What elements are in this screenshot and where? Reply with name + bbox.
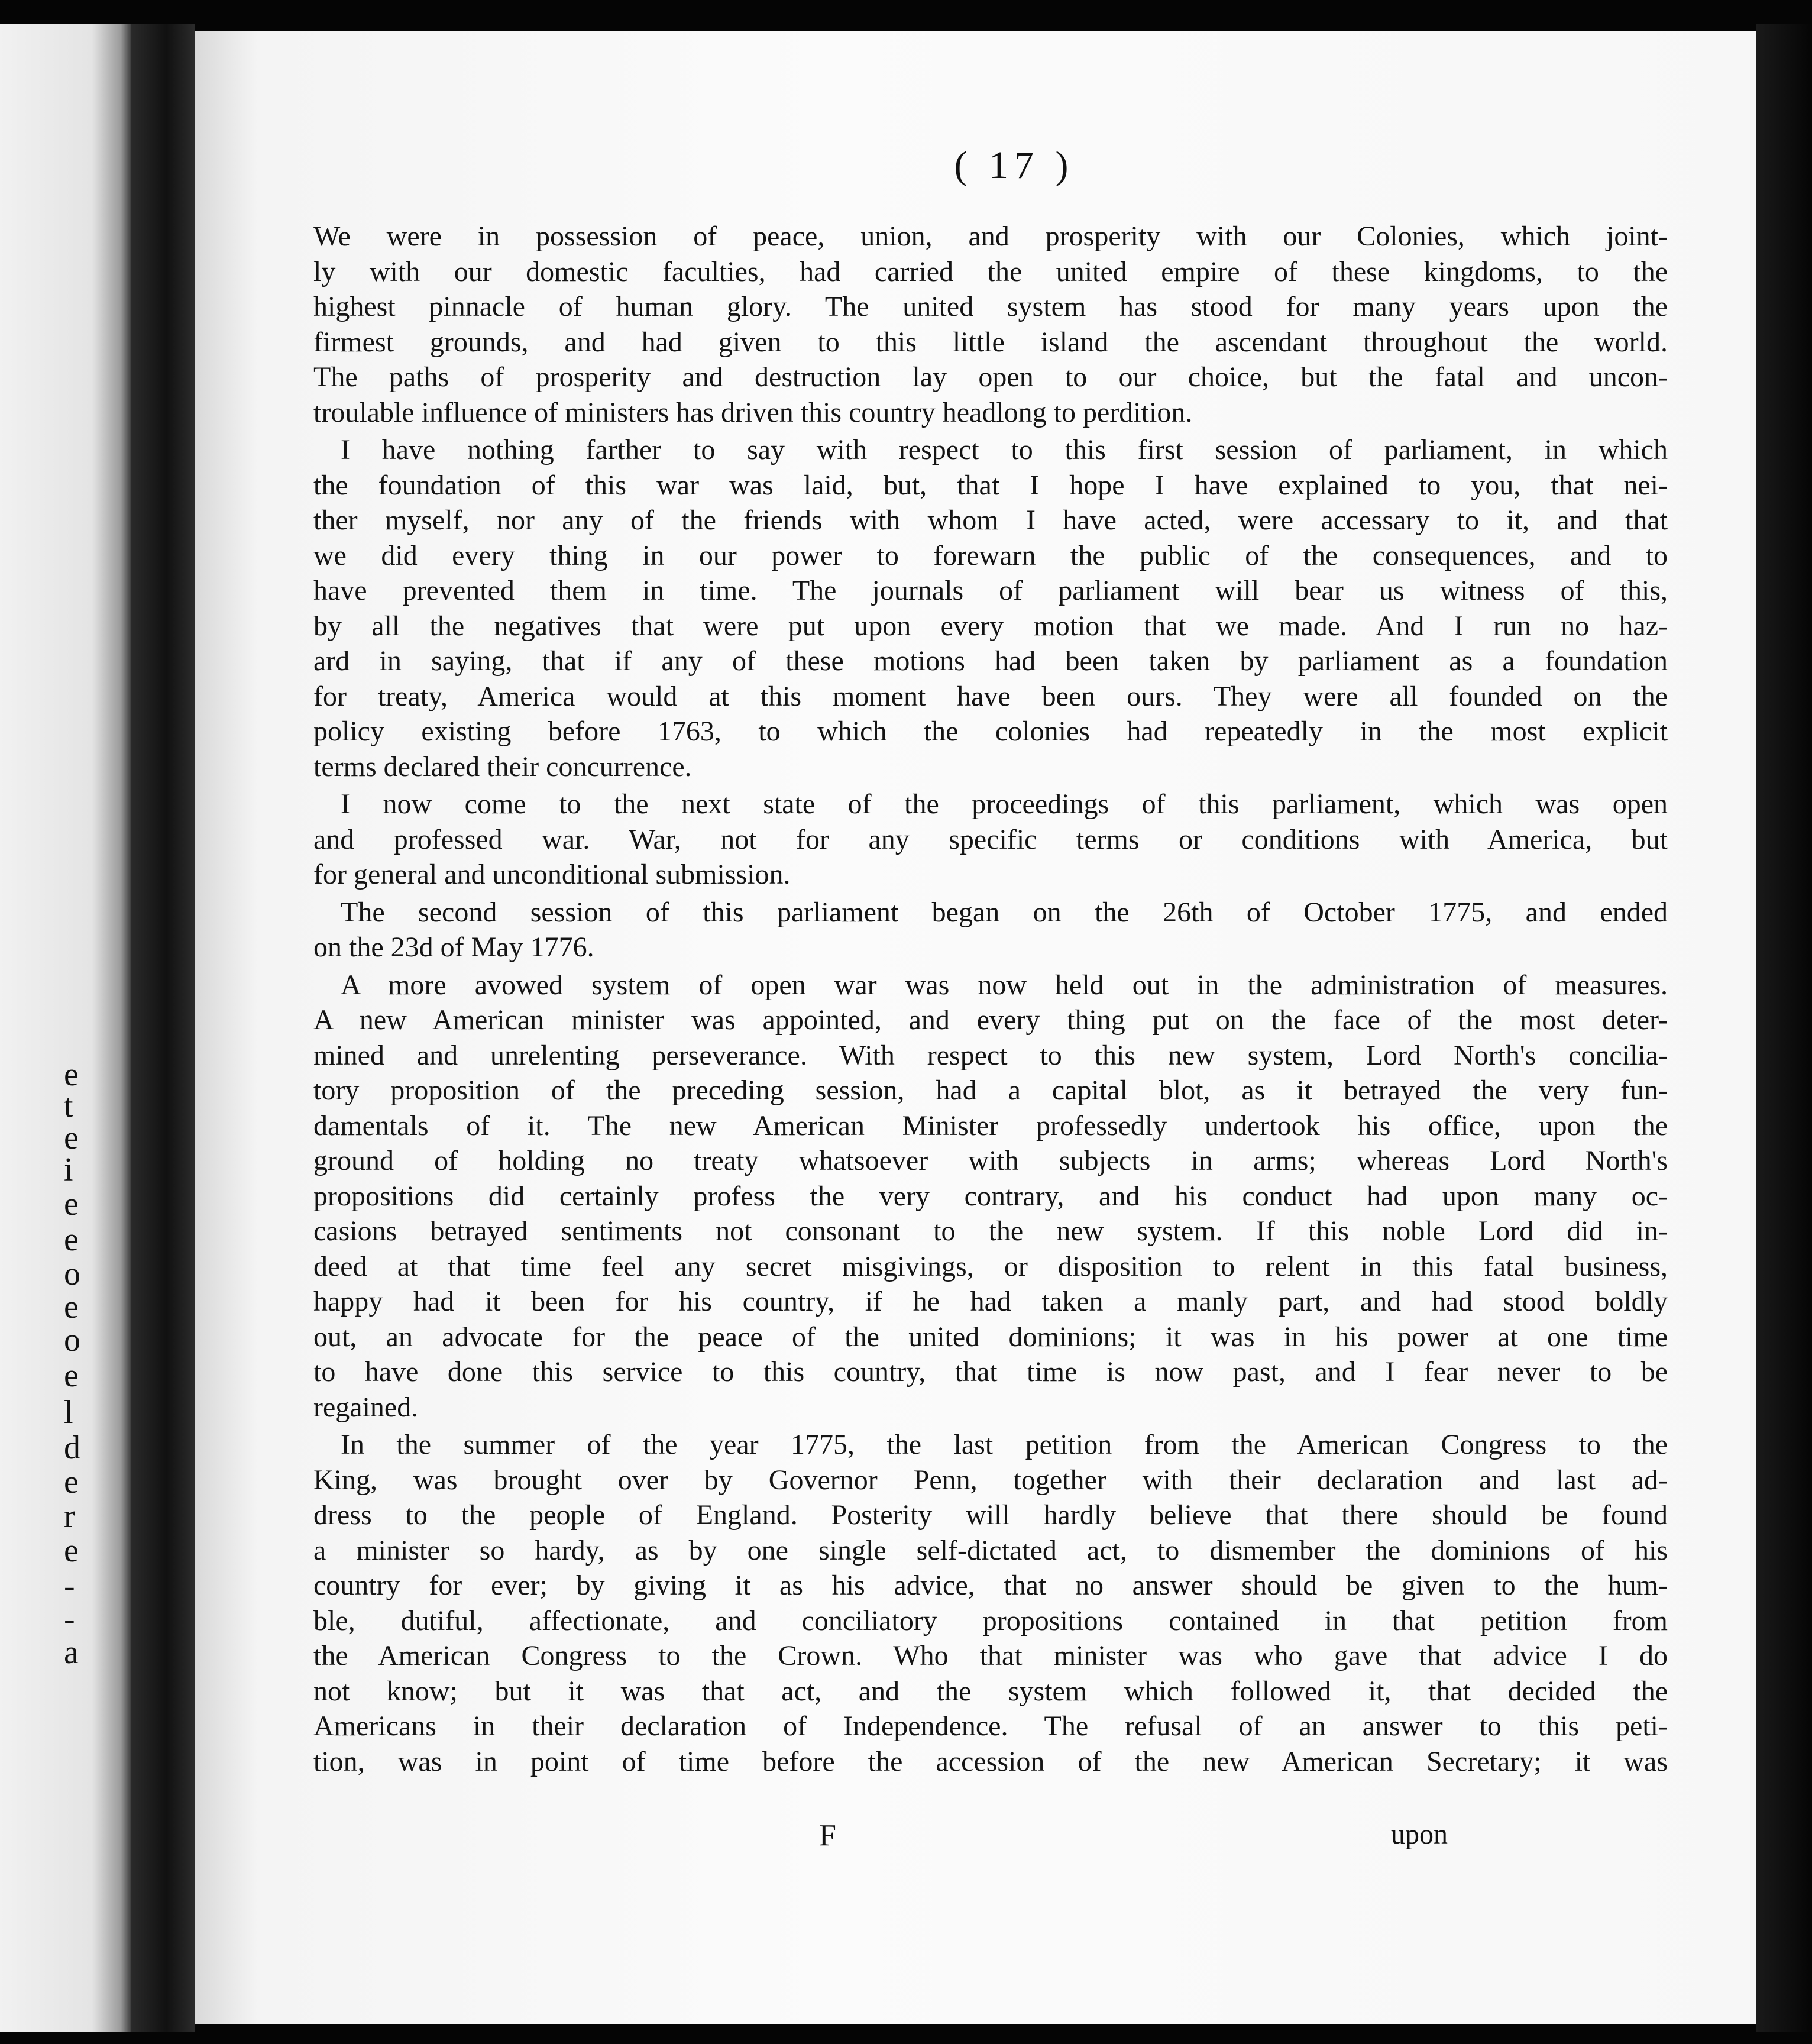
text-line: We were in possession of peace, union, and prosperity with our Colonies, which joint- bbox=[313, 221, 1668, 252]
text-line: tion, was in point of time before the accession of the new American Secretary; it was bbox=[313, 1745, 1668, 1777]
text-line: I have nothing farther to say with respect to this first session of parliament, in which bbox=[341, 434, 1668, 465]
facing-page-fragment: o bbox=[64, 1322, 80, 1359]
text-line: highest pinnacle of human glory. The united system has stood for many years upon the bbox=[313, 291, 1668, 322]
text-line: on the 23d of May 1776. bbox=[313, 932, 594, 963]
signature-mark: F bbox=[819, 1819, 836, 1852]
book-gutter bbox=[131, 24, 195, 2032]
text-line: dress to the people of England. Posterity will hardly believe that there should be found bbox=[313, 1499, 1668, 1531]
text-line: ground of holding no treaty whatsoever with subjects in arms; whereas Lord North's bbox=[313, 1145, 1668, 1176]
facing-page bbox=[0, 24, 131, 2032]
facing-page-fragment: e bbox=[64, 1120, 79, 1156]
text-line: the American Congress to the Crown. Who that minister was who gave that advice I do bbox=[313, 1640, 1668, 1671]
facing-page-fragment: - bbox=[64, 1568, 75, 1605]
text-line: regained. bbox=[313, 1391, 419, 1423]
text-line: In the summer of the year 1775, the last petition from the American Congress to the bbox=[341, 1429, 1668, 1460]
scan-right-edge bbox=[1756, 24, 1812, 2032]
text-line: damentals of it. The new American Minister professedly undertook his office, upon the bbox=[313, 1110, 1668, 1141]
paragraph bbox=[313, 968, 1668, 1425]
text-line: have prevented them in time. The journals of parliament will bear us witness of this, bbox=[313, 575, 1668, 606]
facing-page-fragment: a bbox=[64, 1634, 79, 1671]
paragraph bbox=[313, 219, 1668, 430]
text-line: tory proposition of the preceding session, had a capital blot, as it betrayed the very fun- bbox=[313, 1075, 1668, 1106]
facing-page-fragment: e bbox=[64, 1289, 79, 1325]
facing-page-fragment: - bbox=[64, 1601, 75, 1638]
text-line: A new American minister was appointed, and every thing put on the face of the most deter- bbox=[313, 1004, 1668, 1036]
page-number: ( 17 ) bbox=[954, 144, 1075, 187]
text-line: firmest grounds, and had given to this little island the ascendant throughout the world. bbox=[313, 326, 1668, 358]
facing-page-fragment: t bbox=[64, 1088, 73, 1124]
facing-page-fragment: i bbox=[64, 1152, 73, 1188]
paragraph bbox=[313, 787, 1668, 892]
text-line: the foundation of this war was laid, but, that I hope I have explained to you, that nei- bbox=[313, 469, 1668, 501]
catchword: upon bbox=[1391, 1819, 1448, 1850]
text-line: happy had it been for his country, if he had taken a manly part, and had stood boldly bbox=[313, 1286, 1668, 1317]
text-line: not know; but it was that act, and the system which followed it, that decided the bbox=[313, 1675, 1668, 1707]
text-line: deed at that time feel any secret misgivings, or disposition to relent in this fatal business, bbox=[313, 1250, 1668, 1282]
facing-page-fragment: l bbox=[64, 1394, 73, 1431]
paragraph bbox=[313, 1427, 1668, 1779]
text-line: mined and unrelenting perseverance. With respect to this new system, Lord North's concilia- bbox=[313, 1039, 1668, 1071]
facing-page-fragment: e bbox=[64, 1532, 79, 1569]
facing-page-fragment: d bbox=[64, 1429, 80, 1466]
text-line: ard in saying, that if any of these motions had been taken by parliament as a foundation bbox=[313, 645, 1668, 677]
text-line: by all the negatives that were put upon every motion that we made. And I run no haz- bbox=[313, 610, 1668, 642]
text-line: out, an advocate for the peace of the united dominions; it was in his power at one time bbox=[313, 1321, 1668, 1353]
text-line: for treaty, America would at this moment have been ours. They were all founded on the bbox=[313, 680, 1668, 712]
text-line: The paths of prosperity and destruction lay open to our choice, but the fatal and uncon- bbox=[313, 361, 1668, 393]
paragraph bbox=[313, 895, 1668, 965]
facing-page-fragment: e bbox=[64, 1056, 79, 1093]
text-line: to have done this service to this country, that time is now past, and I fear never to be bbox=[313, 1356, 1668, 1388]
text-line: Americans in their declaration of Independence. The refusal of an answer to this peti- bbox=[313, 1710, 1668, 1742]
facing-page-fragment: e bbox=[64, 1357, 79, 1394]
facing-page-fragment: e bbox=[64, 1221, 79, 1258]
text-line: casions betrayed sentiments not consonant to the new system. If this noble Lord did in- bbox=[313, 1215, 1668, 1247]
text-line: for general and unconditional submission. bbox=[313, 859, 791, 890]
paragraph bbox=[313, 432, 1668, 784]
paragraph-gap bbox=[313, 1779, 1668, 1781]
text-line: country for ever; by giving it as his advice, that no answer should be given to the hum- bbox=[313, 1570, 1668, 1601]
facing-page-fragment: o bbox=[64, 1256, 80, 1292]
text-line: propositions did certainly profess the very contrary, and his conduct had upon many oc- bbox=[313, 1180, 1668, 1212]
facing-page-fragment: r bbox=[64, 1498, 75, 1535]
text-line: A more avowed system of open war was now held out in the administration of measures. bbox=[341, 969, 1668, 1001]
text-line: ble, dutiful, affectionate, and conciliatory propositions contained in that petition from bbox=[313, 1605, 1668, 1637]
text-line: we did every thing in our power to forewarn the public of the consequences, and to bbox=[313, 539, 1668, 571]
facing-page-fragment: e bbox=[64, 1464, 79, 1500]
text-line: troulable influence of ministers has driven this country headlong to perdition. bbox=[313, 396, 1193, 428]
text-line: The second session of this parliament began on the 26th of October 1775, and ended bbox=[341, 896, 1668, 928]
text-line: and professed war. War, not for any specific terms or conditions with America, but bbox=[313, 823, 1668, 855]
text-line: terms declared their concurrence. bbox=[313, 751, 692, 782]
book-page bbox=[195, 31, 1756, 2024]
text-line: King, was brought over by Governor Penn, together with their declaration and last ad- bbox=[313, 1464, 1668, 1496]
facing-page-fragment: e bbox=[64, 1186, 79, 1222]
text-line: policy existing before 1763, to which the colonies had repeatedly in the most explicit bbox=[313, 716, 1668, 747]
text-line: ly with our domestic faculties, had carried the united empire of these kingdoms, to the bbox=[313, 256, 1668, 287]
text-line: a minister so hardy, as by one single self-dictated act, to dismember the dominions of his bbox=[313, 1534, 1668, 1566]
text-line: I now come to the next state of the proceedings of this parliament, which was open bbox=[341, 788, 1668, 820]
body-text bbox=[313, 219, 1668, 1781]
text-line: ther myself, nor any of the friends with whom I have acted, were accessary to it, and that bbox=[313, 504, 1668, 536]
